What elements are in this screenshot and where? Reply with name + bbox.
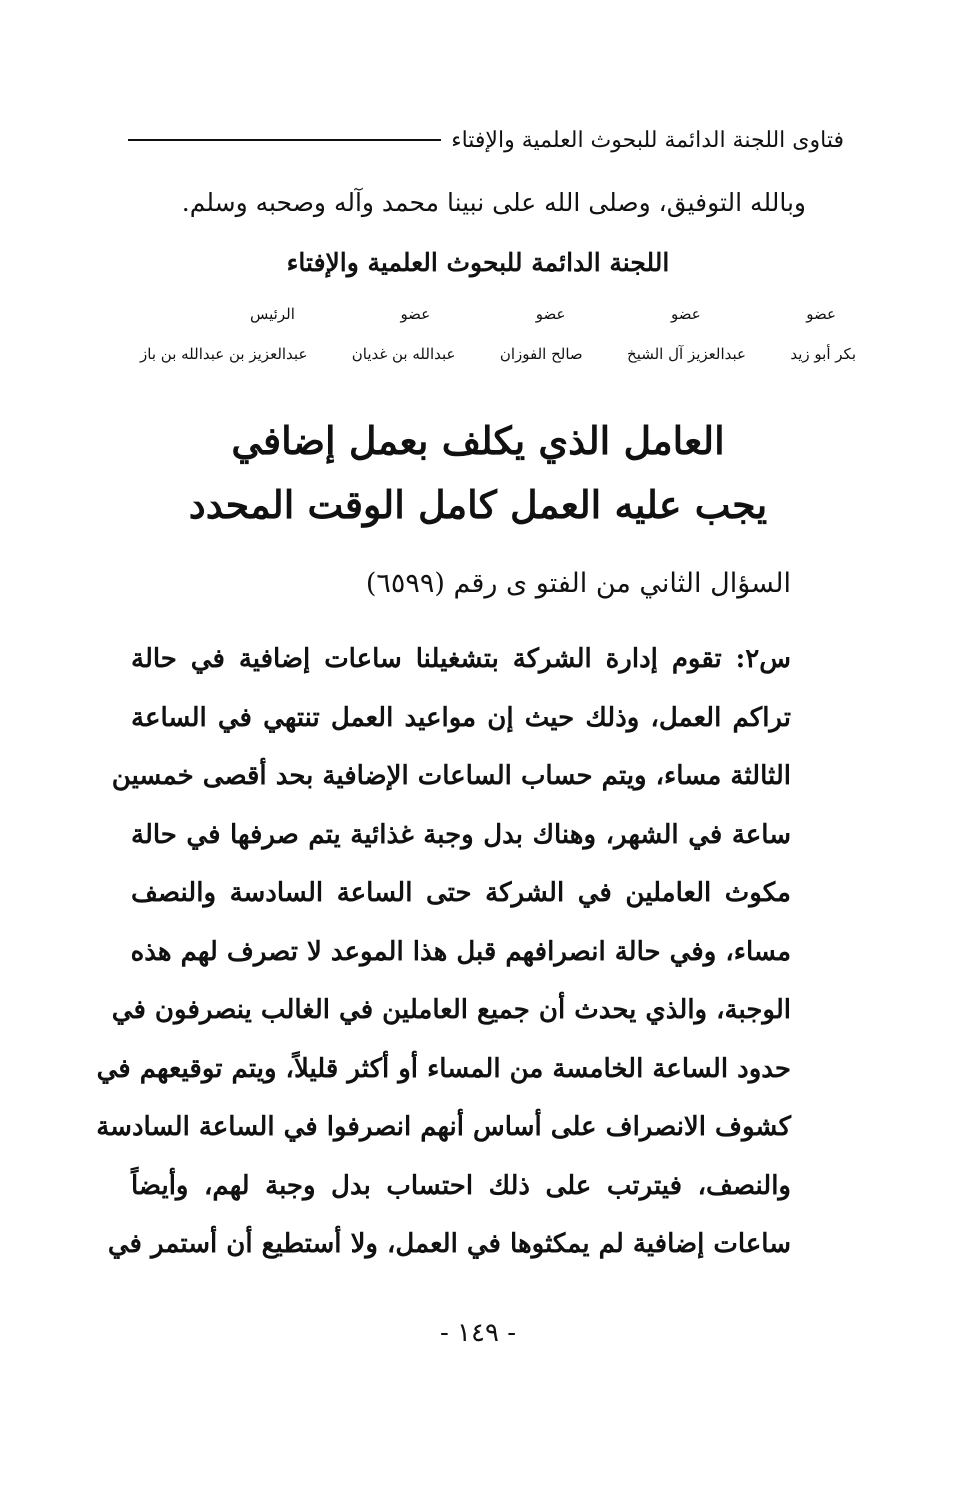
- body-line: حدود الساعة الخامسة من المساء أو أكثر قليلاً، ويتم توقيعهم في: [96, 1053, 791, 1084]
- header-rule: [128, 139, 441, 141]
- member-role: عضو: [400, 305, 431, 323]
- body-line: والنصف، فيترتب على ذلك احتساب بدل وجبة لهم، وأيضاً: [131, 1170, 791, 1201]
- body-line: الثالثة مساء، ويتم حساب الساعات الإضافية بحد أقصى خمسين: [111, 761, 791, 791]
- body-line: مكوث العاملين في الشركة حتى الساعة السادسة والنصف: [131, 878, 791, 908]
- body-line: مساء، وفي حالة انصرافهم قبل هذا الموعد لا تصرف لهم هذه: [130, 936, 791, 967]
- question-reference: السؤال الثاني من الفتو ى رقم (٦٥٩٩): [365, 568, 791, 599]
- running-header: [128, 122, 844, 158]
- closing-line: وبالله التوفيق، وصلى الله على نبينا محمد وآله وصحبه وسلم.: [181, 188, 806, 217]
- member-role: عضو: [535, 305, 566, 323]
- body-line: ساعة في الشهر، وهناك بدل وجبة غذائية يتم صرفها في حالة: [131, 819, 791, 850]
- running-header-title: فتاوى اللجنة الدائمة للبحوث العلمية والإفتاء: [451, 127, 844, 153]
- body-line: تراكم العمل، وذلك حيث إن مواعيد العمل تنتهي في الساعة: [131, 702, 791, 733]
- member-name: بكر أبو زيد: [790, 345, 856, 363]
- member-role: عضو: [671, 305, 701, 323]
- member-role: عضو: [806, 305, 836, 323]
- body-line: كشوف الانصراف على أساس أنهم انصرفوا في الساعة السادسة: [96, 1112, 791, 1142]
- committee-name: اللجنة الدائمة للبحوث العلمية والإفتاء: [286, 248, 670, 277]
- member-name: عبدالله بن غديان: [351, 345, 456, 363]
- fatwa-heading-line-1: العامل الذي يكلف بعمل إضافي: [231, 418, 725, 463]
- member-names: [140, 345, 856, 363]
- member-name: عبدالعزيز آل الشيخ: [627, 345, 746, 363]
- fatwa-heading-line-2: يجب عليه العمل كامل الوقت المحدد: [188, 482, 768, 527]
- member-roles: [140, 305, 856, 323]
- question-body: [96, 630, 791, 1274]
- body-line: س٢: تقوم إدارة الشركة بتشغيلنا ساعات إضافية في حالة: [131, 644, 791, 674]
- member-name: عبدالعزيز بن عبدالله بن باز: [140, 345, 308, 363]
- body-line: الوجبة، والذي يحدث أن جميع العاملين في الغالب ينصرفون في: [111, 995, 791, 1025]
- member-name: صالح الفوزان: [499, 345, 583, 363]
- body-line: ساعات إضافية لم يمكثوها في العمل، ولا أستطيع أن أستمر في: [107, 1229, 791, 1259]
- page-number: - ١٤٩ -: [439, 1318, 517, 1348]
- member-role: الرئيس: [250, 305, 295, 323]
